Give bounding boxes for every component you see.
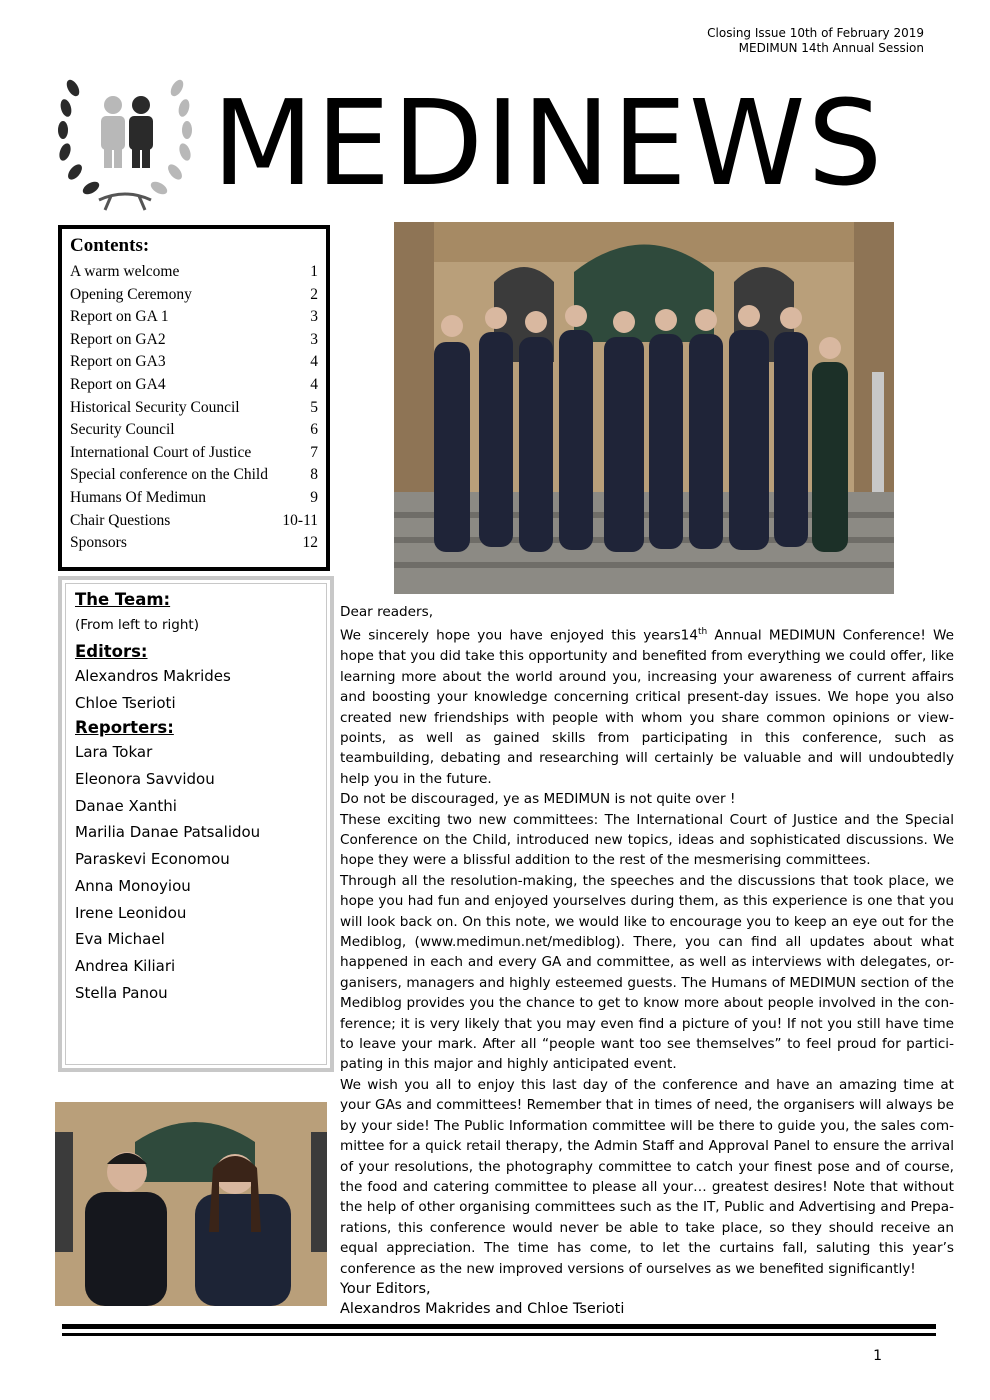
- contents-item-label: Report on GA3: [70, 353, 166, 371]
- contents-item-label: Chair Questions: [70, 511, 171, 529]
- group-photo: [394, 222, 894, 594]
- contents-item: [62, 261, 326, 284]
- letter-paragraph-2: Do not be discouraged, ye as MEDIMUN is not quite over !: [340, 791, 736, 808]
- letter-p1-superscript: th: [697, 627, 708, 638]
- contents-item: [62, 532, 326, 555]
- contents-list: [62, 261, 326, 555]
- contents-item-label: Special conference on the Child: [70, 466, 268, 484]
- contents-item-label: Humans Of Medimun: [70, 488, 207, 506]
- medimun-logo: [55, 70, 195, 212]
- letter-signatures: Alexandros Makrides and Chloe Tserioti: [340, 1301, 625, 1318]
- contents-item-label: International Court of Justice: [70, 443, 252, 461]
- reporter-name: Danae Xanthi: [75, 796, 177, 815]
- contents-item: [62, 510, 326, 533]
- contents-item-page: 4: [310, 375, 318, 393]
- footer-rule-thin: [62, 1333, 936, 1336]
- reporter-name: Eleonora Savvidou: [75, 770, 215, 789]
- letter-paragraph-3: These exciting two new committees: The International Court of Justice and the Special Conference on the Child, introduced new topics, ideas and sophisticated discussions. We hope they were a blissful addition to the rest of the mesmerising committees.: [340, 811, 954, 869]
- letter-paragraph-1: [340, 622, 954, 789]
- contents-box: [58, 225, 330, 571]
- contents-heading: Contents:: [70, 235, 150, 256]
- masthead-title: MEDINEWS: [212, 74, 885, 212]
- editors-list: [75, 663, 320, 716]
- contents-item-page: 6: [310, 421, 318, 439]
- editorial-letter: [340, 602, 954, 1320]
- letter-greeting: Dear readers,: [340, 604, 434, 620]
- issue-date: Closing Issue 10th of February 2019: [707, 26, 924, 40]
- reporter-name: Eva Michael: [75, 930, 165, 949]
- contents-item-page: 12: [302, 534, 318, 552]
- contents-item-label: Opening Ceremony: [70, 285, 192, 303]
- letter-p1-rest: Annual MEDIMUN Conference! We hope that you did take this opportunity and benefited from everything we could offer, like learning more about the world around you, increasing your awareness of current affairs and boosting your knowledge concerning critical present-day issues. We hope you also created new friendships with people with whom you share common opinions or view-points, as well as gained skills from participating in this conference, such as teambuilding, debating and researching will certainly be valuable and will undoubtedly help you in the future.: [340, 627, 954, 787]
- contents-item-page: 9: [310, 488, 318, 506]
- contents-item-page: 2: [310, 285, 318, 303]
- contents-item-label: Report on GA2: [70, 330, 166, 348]
- contents-item-page: 3: [310, 330, 318, 348]
- editors-photo: [55, 1102, 327, 1306]
- contents-item: [62, 419, 326, 442]
- contents-item: [62, 329, 326, 352]
- reporter-name: Anna Monoyiou: [75, 876, 191, 895]
- contents-item-page: 5: [310, 398, 318, 416]
- letter-signoff: Your Editors,: [340, 1280, 431, 1297]
- reporters-heading: Reporters:: [75, 718, 174, 738]
- contents-item-page: 7: [310, 443, 318, 461]
- reporter-name: Irene Leonidou: [75, 903, 187, 922]
- reporter-name: Marilia Danae Patsalidou: [75, 823, 261, 842]
- editor-name: Alexandros Makrides: [75, 667, 231, 685]
- reporter-name: Paraskevi Economou: [75, 850, 230, 869]
- contents-item: [62, 464, 326, 487]
- contents-item-label: Sponsors: [70, 534, 127, 552]
- team-heading: The Team:: [75, 590, 171, 609]
- contents-item: [62, 351, 326, 374]
- contents-item-label: Report on GA 1: [70, 308, 169, 326]
- reporters-list: [75, 739, 320, 1006]
- contents-item-label: Report on GA4: [70, 375, 166, 393]
- reporter-name: Andrea Kiliari: [75, 956, 176, 975]
- contents-item: [62, 442, 326, 465]
- footer-rule-thick: [62, 1324, 936, 1329]
- contents-item-page: 1: [310, 263, 318, 280]
- letter-paragraph-4: Through all the resolution-making, the speeches and the discussions that took place, we hope you had fun and enjoyed yourselves during them, as this experience is one that you will look back on. On this note, we would like to encourage you to keep an eye out for the Mediblog, (www.medimun.net/mediblog). There, you can find all updates about what happened in each and every GA and committee, as well as interviews with delegates, or-ganisers, managers and highly esteemed guests. The Humans of MEDIMUN section of the Mediblog provides you the chance to get to know more about people involved in the con-ference; it is very likely that you may even find a picture of you! If not you still have time to leave your mark. After all “people want too see themselves” to feel proud for partici-pating in this major and highly anticipated event.: [340, 872, 954, 1073]
- team-order-note: (From left to right): [75, 617, 199, 633]
- contents-item-page: 10-11: [282, 511, 318, 529]
- page-number: 1: [873, 1348, 882, 1364]
- reporter-name: Lara Tokar: [75, 743, 153, 762]
- contents-item-page: 3: [310, 308, 318, 326]
- contents-item: [62, 284, 326, 307]
- contents-item-label: Historical Security Council: [70, 398, 240, 416]
- contents-item-label: Security Council: [70, 421, 175, 439]
- contents-item-label: A warm welcome: [70, 263, 180, 280]
- contents-item: [62, 306, 326, 329]
- reporter-name: Stella Panou: [75, 983, 168, 1002]
- contents-item-page: 8: [310, 466, 318, 484]
- team-box: [58, 576, 334, 1072]
- contents-item-page: 4: [310, 353, 318, 371]
- editor-name: Chloe Tserioti: [75, 693, 176, 712]
- contents-item: [62, 487, 326, 510]
- letter-paragraph-5: We wish you all to enjoy this last day of the conference and have an amazing time at your GAs and committees! Remember that in times of need, the organisers will always be by your side! The Public Information committee will be there to guide you, the sales com-mittee for a quick retail therapy, the Admin Staff and Approval Panel to ensure the arrival of your resolutions, the photography committee to catch your finest pose and of course, the food and catering committee to please all your… greatest desires! Note that without the help of other organising committees such as the IT, Public and Advertising and Prepa-rations, this conference would never be able to take place, so they should receive an equal appreciation. The time has come, to let the curtains fall, saluting this year’s conference as the new improved versions of ourselves as we benefited significantly!: [340, 1076, 954, 1277]
- issue-session: MEDIMUN 14th Annual Session: [738, 41, 924, 55]
- contents-item: [62, 374, 326, 397]
- contents-item: [62, 397, 326, 420]
- letter-p1-start: We sincerely hope you have enjoyed this years14: [340, 627, 698, 644]
- editors-heading: Editors:: [75, 642, 148, 661]
- issue-info: [707, 26, 924, 56]
